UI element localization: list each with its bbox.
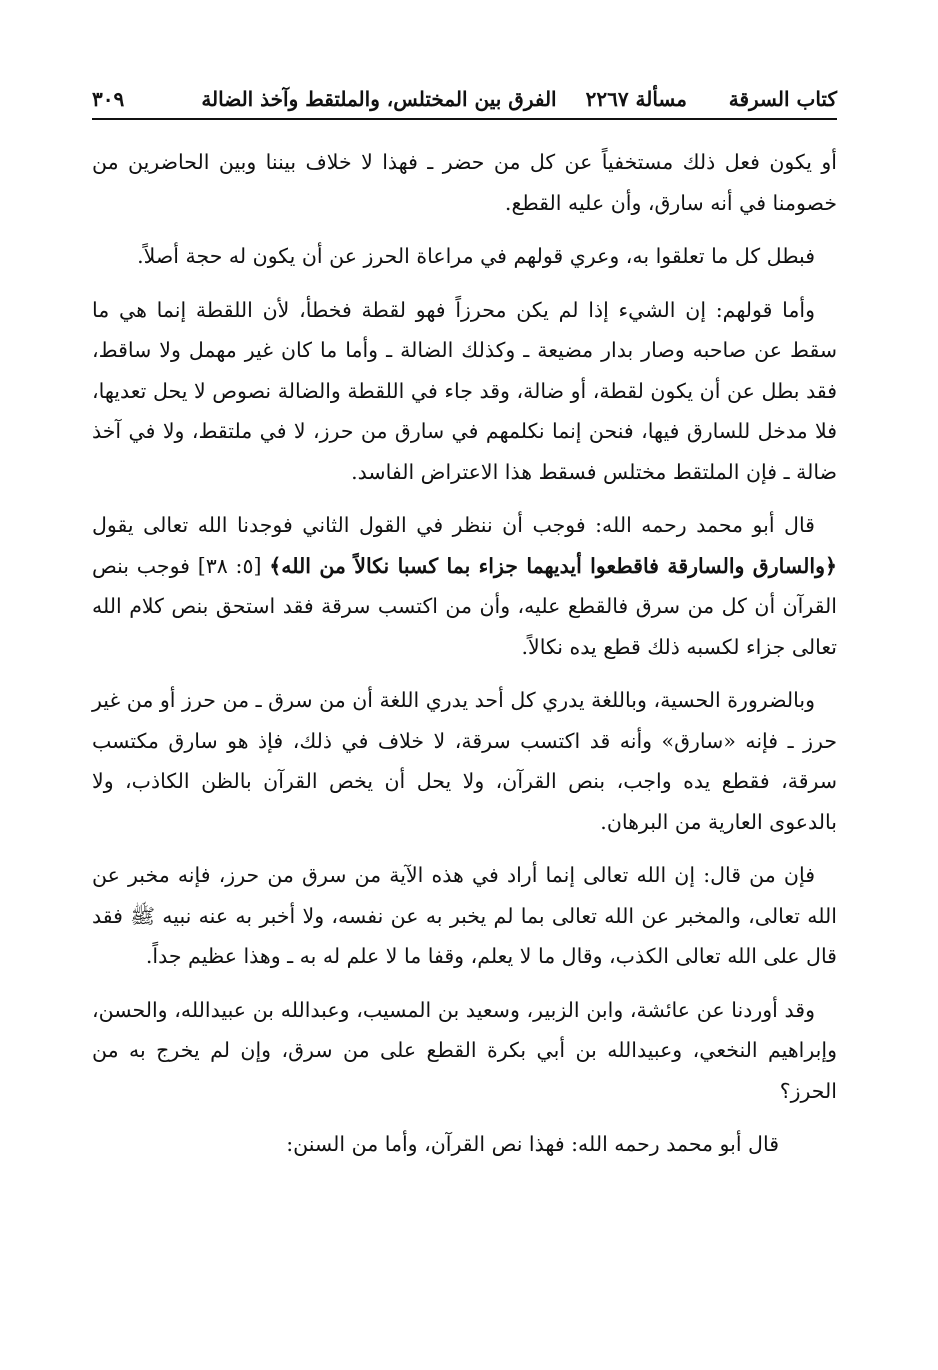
- paragraph: فإن من قال: إن الله تعالى إنما أراد في هذه الآية من سرق من حرز، فإنه مخبر عن الله تعالى، والمخبر عن الله تعالى بما لم يخبر به عن نفسه، ولا أخبر به عنه نبيه ﷺ فقد قال على الله تعالى الكذب، وقال ما لا يعلم، وقفا ما لا علم له به ـ وهذا عظيم جداً.: [92, 863, 837, 968]
- paragraph: وأما قولهم: إن الشيء إذا لم يكن محرزاً فهو لقطة فخطأ، لأن اللقطة إنما هي ما سقط عن صاحبه وصار بدار مضيعة ـ وكذلك الضالة ـ وأما ما كان غير مهمل ولا ساقط، فقد بطل عن أن يكون لقطة، أو ضالة، وقد جاء في اللقطة والضالة نصوص لا يحل تعديها، فلا مدخل للسارق فيها، فنحن إنما نكلمهم في سارق من حرز، لا في ملتقط، ولا في آخذ ضالة ـ فإن الملتقط مختلس فسقط هذا الاعتراض الفاسد.: [92, 297, 837, 484]
- issue-title: الفرق بين المختلس، والملتقط وآخذ الضالة: [201, 87, 557, 111]
- issue-heading: [201, 80, 687, 118]
- quran-verse: ﴿والسارق والسارقة فاقطعوا أيديهما جزاء بما كسبا نكالاً من الله﴾: [269, 553, 837, 578]
- paragraph-with-verse: [92, 505, 837, 667]
- page-number: ٣٠٩: [92, 87, 125, 111]
- verse-commentary: فوجب بنص القرآن أن كل من سرق فالقطع عليه، وأن من اكتسب سرقة فقد استحق بنص كلام الله تعالى جزاء لكسبه ذلك قطع يده نكالاً.: [92, 553, 837, 659]
- verse-intro: قال أبو محمد رحمه الله: فوجب أن ننظر في القول الثاني فوجدنا الله تعالى يقول: [92, 513, 815, 537]
- book-page: [92, 80, 837, 1340]
- paragraph: قال أبو محمد رحمه الله: فهذا نص القرآن، وأما من السنن:: [286, 1132, 779, 1156]
- issue-number: مسألة ٢٢٦٧: [585, 87, 687, 111]
- paragraph: وقد أوردنا عن عائشة، وابن الزبير، وسعيد بن المسيب، وعبدالله بن عبيدالله، والحسن، وإبراهيم النخعي، وعبيدالله بن أبي بكرة القطع على من سرق، وإن لم يخرج به من الحرز؟: [92, 997, 837, 1103]
- book-title: كتاب السرقة: [728, 87, 837, 111]
- verse-reference: [٥: ٣٨]: [197, 553, 262, 578]
- paragraph: فبطل كل ما تعلقوا به، وعري قولهم في مراعاة الحرز عن أن يكون له حجة أصلاً.: [137, 244, 815, 268]
- page-body: [92, 142, 837, 1165]
- paragraph: أو يكون فعل ذلك مستخفياً عن كل من حضر ـ فهذا لا خلاف بيننا وبين الحاضرين من خصومنا في أنه سارق، وأن عليه القطع.: [92, 150, 837, 215]
- running-header: [92, 80, 837, 120]
- paragraph: وبالضرورة الحسية، وباللغة يدري كل أحد يدري اللغة أن من سرق ـ من حرز أو من غير حرز ـ فإنه «سارق» وأنه قد اكتسب سرقة، لا خلاف في ذلك، فإذ هو سارق مكتسب سرقة، فقطع يده واجب، بنص القرآن، ولا يحل أن يخص القرآن بالظن الكاذب، ولا بالدعوى العارية من البرهان.: [92, 688, 837, 834]
